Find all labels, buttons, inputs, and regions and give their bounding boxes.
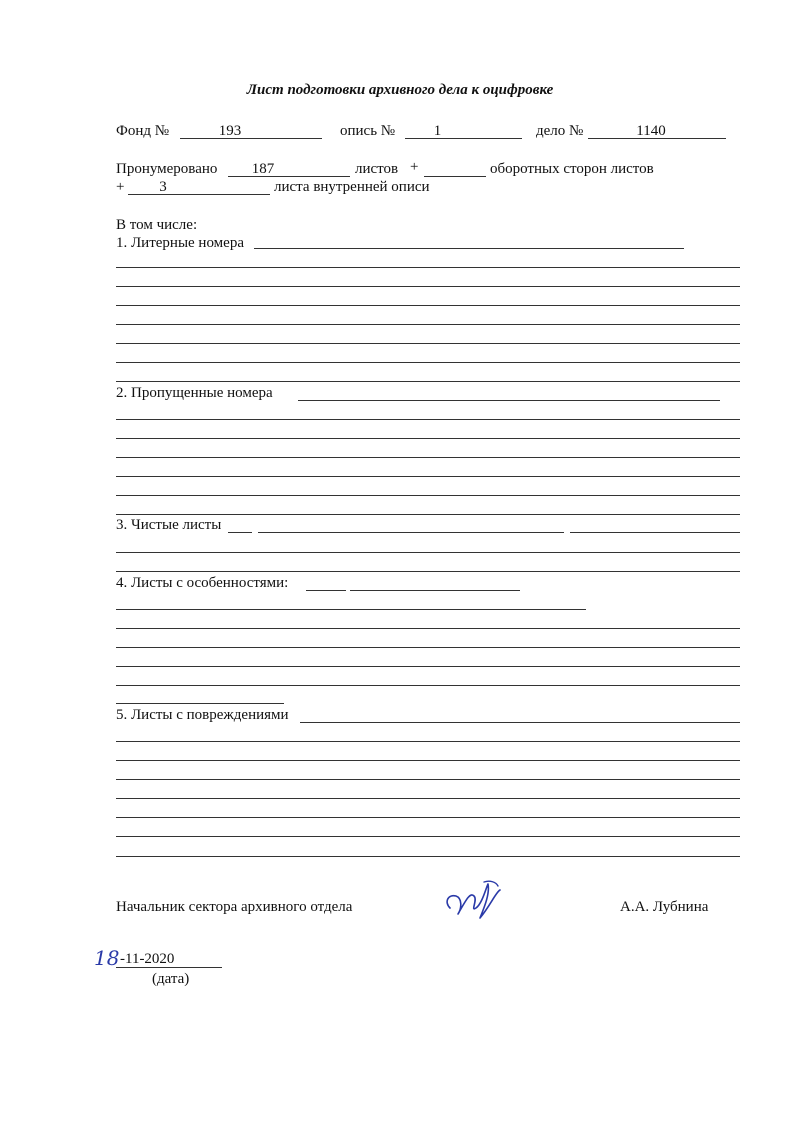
section-5-label: 5. Листы с повреждениями: [116, 707, 289, 723]
section-3-line: [228, 532, 252, 533]
section-1-line: [254, 248, 684, 249]
plus-sign: +: [410, 159, 419, 175]
section-3-line: [116, 552, 740, 553]
fond-value: 193: [218, 123, 242, 139]
section-3-line: [570, 532, 740, 533]
inventory-value: 3: [159, 179, 167, 195]
date-day-handwritten: 18: [94, 946, 120, 970]
section-2-line: [298, 400, 720, 401]
section-4-line: [116, 666, 740, 667]
section-5-line: [116, 760, 740, 761]
section-4-label: 4. Листы с особенностями:: [116, 575, 289, 591]
signature-icon: [440, 878, 510, 930]
section-4-line: [116, 703, 284, 704]
section-1-line: [116, 267, 740, 268]
section-2-line: [116, 419, 740, 420]
delo-value: 1140: [636, 123, 666, 139]
section-4-line: [116, 628, 740, 629]
signatory-position: Начальник сектора архивного отдела: [116, 899, 353, 915]
plus-sign-2: +: [116, 179, 125, 195]
section-1-line: [116, 362, 740, 363]
section-1-line: [116, 305, 740, 306]
section-1-line: [116, 381, 740, 382]
section-4-line: [116, 647, 740, 648]
date-caption: (дата): [152, 971, 190, 987]
opis-value: 1: [433, 123, 442, 139]
section-3-label: 3. Чистые листы: [116, 517, 222, 533]
numbered-label: Пронумеровано: [116, 161, 218, 177]
section-1-label: 1. Литерные номера: [116, 235, 244, 251]
delo-label: дело №: [536, 123, 584, 139]
section-1-line: [116, 343, 740, 344]
sheets-label: листов: [355, 161, 399, 177]
section-5-line: [116, 741, 740, 742]
inventory-label: листа внутренней описи: [274, 179, 430, 195]
document-title: Лист подготовки архивного дела к оцифровке: [246, 82, 554, 98]
section-4-line: [116, 685, 740, 686]
section-3-line: [258, 532, 564, 533]
section-2-line: [116, 476, 740, 477]
section-5-line: [116, 856, 740, 857]
section-1-line: [116, 324, 740, 325]
section-1-line: [116, 286, 740, 287]
section-2-line: [116, 438, 740, 439]
section-2-line: [116, 514, 740, 515]
reverse-label: оборотных сторон листов: [490, 161, 654, 177]
section-4-line: [116, 609, 586, 610]
section-4-line: [350, 590, 520, 591]
section-2-line: [116, 495, 740, 496]
section-5-line: [116, 836, 740, 837]
signatory-name: А.А. Лубнина: [620, 899, 709, 915]
section-5-line: [116, 798, 740, 799]
date-rest: -11-2020: [120, 951, 175, 967]
section-2-line: [116, 457, 740, 458]
opis-label: опись №: [340, 123, 396, 139]
section-5-line: [116, 817, 740, 818]
section-5-line: [116, 779, 740, 780]
section-2-label: 2. Пропущенные номера: [116, 385, 273, 401]
sheets-value: 187: [251, 161, 275, 177]
including-label: В том числе:: [116, 217, 198, 233]
fond-label: Фонд №: [116, 123, 170, 139]
reverse-underline: [424, 176, 486, 177]
section-5-line: [300, 722, 740, 723]
section-4-line: [306, 590, 346, 591]
section-3-line: [116, 571, 740, 572]
